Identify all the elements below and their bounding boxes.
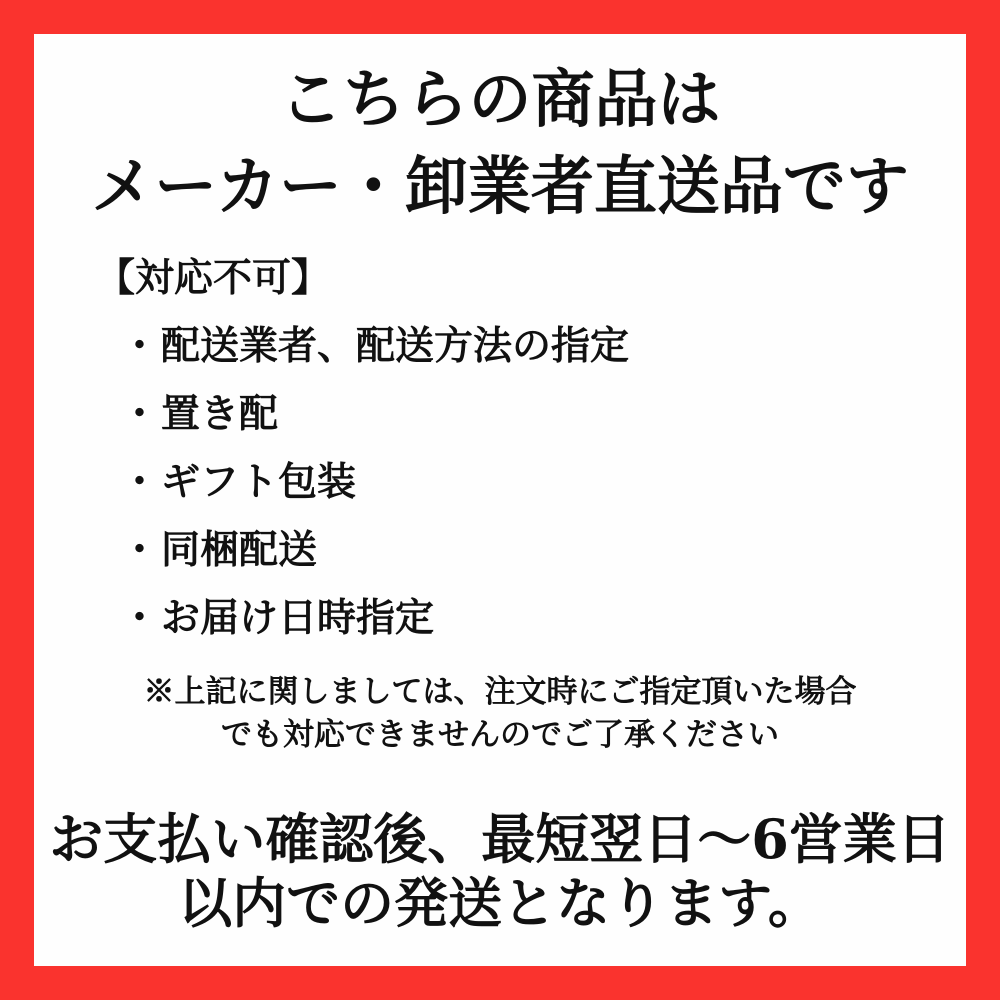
shipping-statement <box>34 807 966 935</box>
caveat-note <box>34 671 966 757</box>
bullet-icon: ・ <box>120 595 160 641</box>
notice-title-line-1: こちらの商品は <box>279 62 721 136</box>
bullet-icon: ・ <box>120 459 160 505</box>
restriction-item-label: お届け日時指定 <box>161 595 435 641</box>
restrictions-list <box>34 312 966 652</box>
notice-title-line-2: メーカー・卸業者直送品です <box>91 149 909 223</box>
restriction-item-combined-shipping <box>120 516 966 584</box>
restrictions-section <box>34 244 966 652</box>
restriction-item-gift-wrapping <box>120 448 966 516</box>
shipping-statement-line-1: お支払い確認後、最短翌日〜6営業日 <box>49 807 951 871</box>
restriction-item-label: ギフト包装 <box>161 459 357 505</box>
bullet-icon: ・ <box>120 527 160 573</box>
shipping-statement-line-2: 以内での発送となります。 <box>178 871 822 935</box>
caveat-note-line-2: でも対応できませんのでご了承ください <box>221 717 779 753</box>
restriction-item-doorstep-delivery <box>120 380 966 448</box>
restriction-item-label: 置き配 <box>161 391 279 437</box>
bullet-icon: ・ <box>120 391 160 437</box>
restriction-item-label: 配送業者、配送方法の指定 <box>161 323 630 369</box>
notice-title <box>34 56 966 230</box>
restriction-item-label: 同梱配送 <box>161 527 318 573</box>
notice-panel <box>34 34 966 966</box>
restrictions-heading: 【対応不可】 <box>96 255 331 301</box>
restriction-item-carrier <box>120 312 966 380</box>
restriction-item-delivery-date-time <box>120 584 966 652</box>
bullet-icon: ・ <box>120 323 160 369</box>
caveat-note-line-1: ※上記に関しましては、注文時にご指定頂いた場合 <box>143 674 857 710</box>
